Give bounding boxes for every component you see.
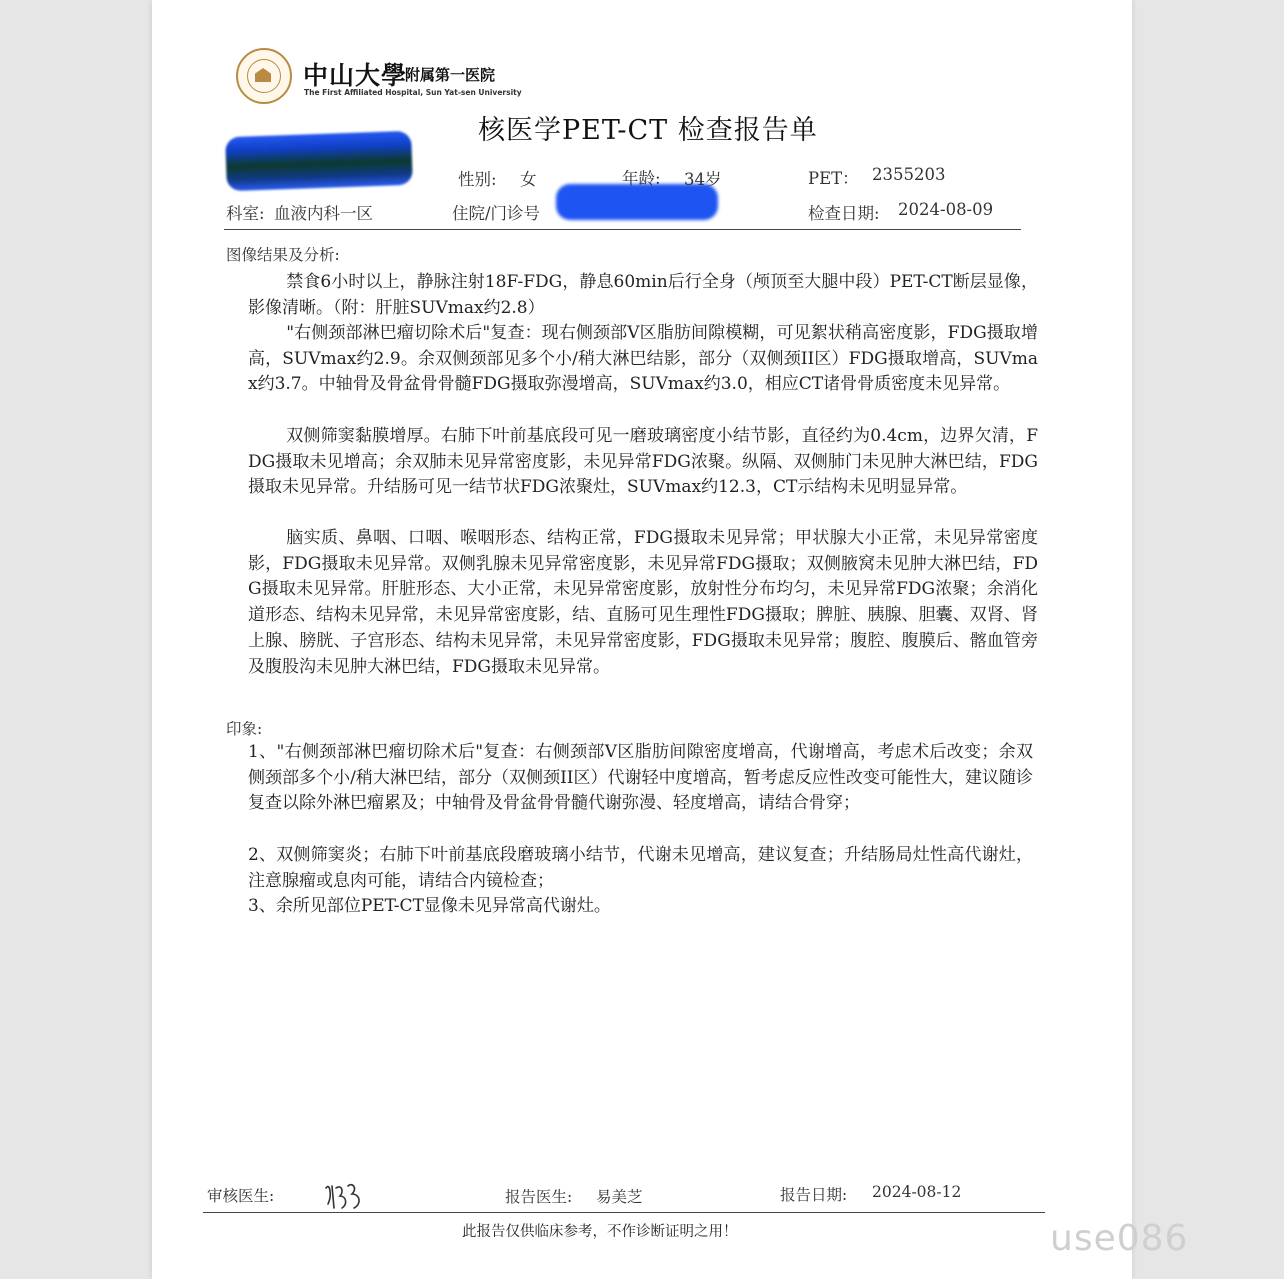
report-date-value: 2024-08-12 xyxy=(872,1183,962,1201)
hospital-seal-logo xyxy=(236,48,292,104)
disclaimer-notice: 此报告仅供临床参考，不作诊断证明之用！ xyxy=(462,1224,738,1240)
age-value: 34岁 xyxy=(684,170,722,189)
hospital-name-en: The First Affiliated Hospital, Sun Yat-sen University xyxy=(304,88,522,97)
reviewer-signature xyxy=(322,1178,366,1212)
findings-paragraph-2: "右侧颈部淋巴瘤切除术后"复查：现右侧颈部V区脂肪间隙模糊，可见絮状稍高密度影，FDG摄取增高，SUVmax约2.9。余双侧颈部见多个小/稍大淋巴结影，部分（双侧颈II区）FDG摄取增高，SUVmax约3.7。中轴骨及骨盆骨骨髓FDG摄取弥漫增高，SUVmax约3.0，相应CT诸骨骨质密度未见异常。 xyxy=(248,323,1038,395)
inpatient-no-label: 住院/门诊号 xyxy=(452,204,541,223)
gender-value: 女 xyxy=(520,170,537,189)
reporter-label: 报告医生: xyxy=(505,1188,573,1206)
exam-date-label: 检查日期: xyxy=(808,204,880,223)
watermark-text: use086 xyxy=(1050,1218,1189,1259)
pet-label: PET： xyxy=(808,169,859,188)
age-label: 年龄: xyxy=(622,169,661,188)
impression-item-1: 1、"右侧颈部淋巴瘤切除术后"复查：右侧颈部V区脂肪间隙密度增高，代谢增高，考虑术后改变；余双侧颈部多个小/稍大淋巴结，部分（双侧颈II区）代谢轻中度增高，暂考虑反应性改变可能性大，建议随诊复查以除外淋巴瘤累及；中轴骨及骨盆骨骨髓代谢弥漫、轻度增高，请结合骨穿； xyxy=(248,742,1033,814)
findings-heading: 图像结果及分析: xyxy=(226,246,340,264)
impression-item-3: 3、余所见部位PET-CT显像未见异常高代谢灶。 xyxy=(248,896,611,916)
findings-paragraph-1: 禁食6小时以上，静脉注射18F-FDG，静息60min后行全身（颅顶至大腿中段）PET-CT断层显像，影像清晰。（附：肝脏SUVmax约2.8） xyxy=(248,272,1038,318)
hospital-name-cn: 中山大學 xyxy=(303,61,408,90)
name-redaction xyxy=(225,131,413,191)
hospital-name-cn-sub: 附属第一医院 xyxy=(405,66,496,84)
reporter-name: 易美芝 xyxy=(596,1188,643,1206)
dept-label: 科室: xyxy=(226,204,265,223)
impression-heading: 印象: xyxy=(226,720,263,738)
reviewer-label: 审核医生: xyxy=(207,1187,275,1205)
report-title: 核医学PET-CT 检查报告单 xyxy=(478,115,818,146)
findings-paragraph-4: 脑实质、鼻咽、口咽、喉咽形态、结构正常，FDG摄取未见异常；甲状腺大小正常，未见异常密度影，FDG摄取未见异常。双侧乳腺未见异常密度影，未见异常FDG摄取；双侧腋窝未见肿大淋巴结，FDG摄取未见异常。肝脏形态、大小正常，未见异常密度影，放射性分布均匀，未见异常FDG浓聚；余消化道形态、结构未见异常，未见异常密度影，结、直肠可见生理性FDG摄取；脾脏、胰腺、胆囊、双肾、肾上腺、膀胱、子宫形态、结构未见异常，未见异常密度影，FDG摄取未见异常；腹腔、腹膜后、髂血管旁及腹股沟未见肿大淋巴结，FDG摄取未见异常。 xyxy=(248,528,1038,677)
exam-date-value: 2024-08-09 xyxy=(898,200,994,219)
footer-divider xyxy=(203,1212,1045,1213)
findings-paragraph-3: 双侧筛窦黏膜增厚。右肺下叶前基底段可见一磨玻璃密度小结节影，直径约为0.4cm，边界欠清，FDG摄取未见增高；余双肺未见异常密度影，未见异常FDG浓聚。纵隔、双侧肺门未见肿大淋巴结，FDG摄取未见异常。升结肠可见一结节状FDG浓聚灶，SUVmax约12.3，CT示结构未见明显异常。 xyxy=(248,426,1038,498)
gender-label: 性别: xyxy=(458,170,497,189)
report-date-label: 报告日期: xyxy=(780,1186,848,1204)
impression-item-2: 2、双侧筛窦炎；右肺下叶前基底段磨玻璃小结节，代谢未见增高，建议复查；升结肠局灶性高代谢灶，注意腺瘤或息肉可能，请结合内镜检查； xyxy=(248,845,1033,891)
pet-number: 2355203 xyxy=(872,165,946,184)
header-divider xyxy=(224,229,1021,230)
dept-value: 血液内科一区 xyxy=(274,204,373,223)
